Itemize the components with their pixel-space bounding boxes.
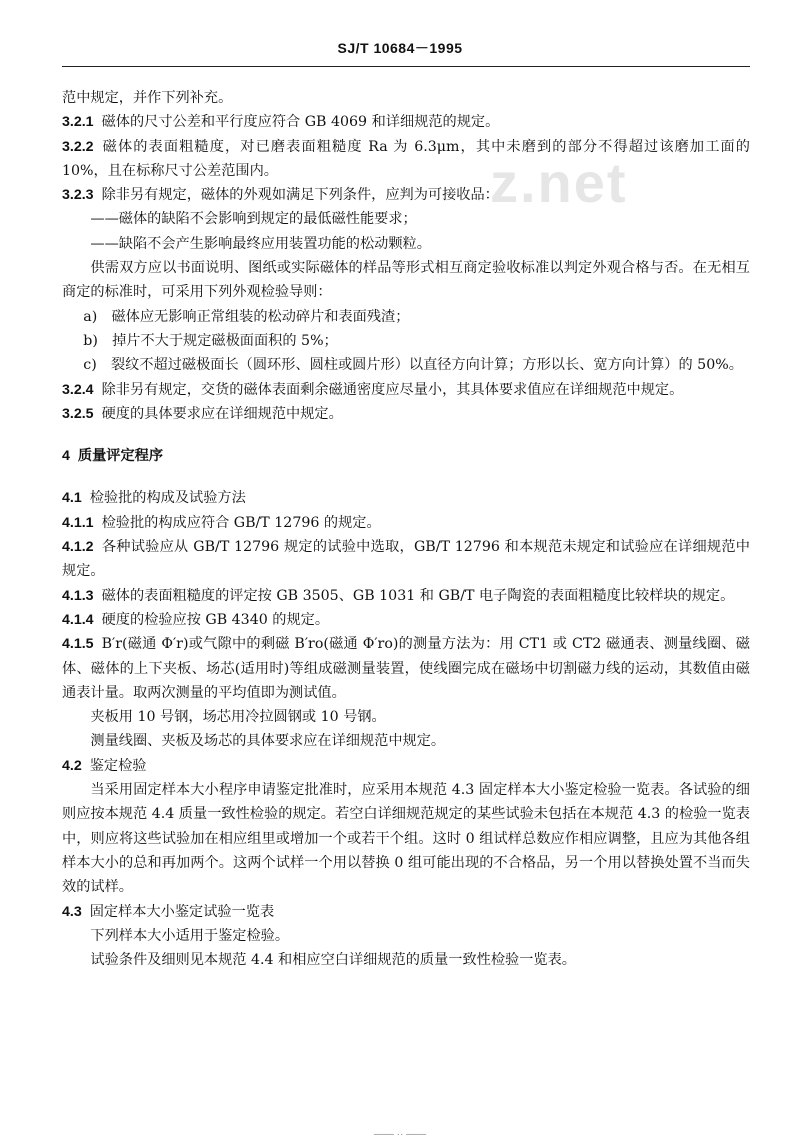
paragraph-text: c) 裂纹不超过磁极面长（圆环形、圆柱或圆片形）以直径方向计算；方形以长、宽方向计算）的 50%。 — [83, 357, 743, 374]
clause-number: 3.2.1 — [62, 114, 94, 131]
paragraph — [62, 183, 750, 207]
paragraph — [62, 232, 750, 256]
clause-number: 4.2 — [62, 757, 82, 774]
paragraph — [62, 86, 750, 110]
clause-number: 4 — [62, 448, 70, 465]
paragraph — [62, 948, 750, 972]
paragraph-text: 磁体的表面粗糙度，对已磨表面粗糙度 Ra 为 6.3μm，其中未磨到的部分不得超过该磨加工面的 10%，且在标称尺寸公差范围内。 — [62, 138, 750, 179]
document-body — [62, 86, 750, 972]
paragraph-text: ——缺陷不会产生影响最终应用装置功能的松动颗粒。 — [90, 235, 431, 252]
clause-number: 4.1 — [62, 490, 82, 507]
paragraph-text: B′r(磁通 Φ′r)或气隙中的剩磁 B′ro(磁通 Φ′ro)的测量方法为：用 CT1 或 CT2 磁通表、测量线圈、磁体、磁体的上下夹板、场芯(适用时)等组成磁测量装置，使线圈完成在磁场中切割磁力线的运动，其数值由磁通表计量。取两次测量的平均值即为测试值。 — [62, 636, 750, 701]
paragraph-text: b) 掉片不大于规定磁极面面积的 5%； — [83, 332, 338, 349]
paragraph — [62, 511, 750, 535]
header-rule — [62, 66, 750, 67]
paragraph — [62, 329, 750, 353]
paragraph-text: 磁体的表面粗糙度的评定按 GB 3505、GB 1031 和 GB/T 电子陶瓷的表面粗糙度比较样块的规定。 — [101, 587, 735, 604]
clause-number: 4.1.2 — [62, 539, 94, 556]
clause-number: 4.1.5 — [62, 636, 94, 653]
paragraph-text: 固定样本大小鉴定试验一览表 — [89, 903, 275, 920]
paragraph — [62, 353, 750, 377]
paragraph-text: 下列样本大小适用于鉴定检验。 — [90, 927, 290, 944]
paragraph — [62, 900, 750, 924]
paragraph — [62, 535, 750, 584]
paragraph-text: 除非另有规定，磁体的外观如满足下列条件，应判为可接收品： — [101, 187, 499, 204]
paragraph — [62, 402, 750, 426]
clause-number: 4.1.1 — [62, 514, 94, 531]
paragraph-text: 检验批的构成及试验方法 — [89, 490, 246, 507]
paragraph-text: 鉴定检验 — [89, 757, 147, 774]
clause-number: 4.1.4 — [62, 611, 94, 628]
clause-number: 3.2.2 — [62, 138, 94, 155]
paragraph-text: 除非另有规定，交货的磁体表面剩余磁通密度应尽量小，其具体要求值应在详细规范中规定。 — [101, 381, 684, 398]
paragraph — [62, 754, 750, 778]
paragraph-text: 夹板用 10 号钢，场芯用冷拉圆钢或 10 号钢。 — [90, 709, 386, 726]
clause-number: 3.2.3 — [62, 187, 94, 204]
paragraph-text: 当采用固定样本大小程序申请鉴定批准时，应采用本规范 4.3 固定样本大小鉴定检验一览表。各试验的细则应按本规范 4.4 质量一致性检验的规定。若空白详细规范规定的某些试验未包括在本规范 4.3 的检验一览表中，则应将这些试验加在相应组里或增加一个或若干个组。这时 0 组试样总数应作相应调整，且应为其他各组样本大小的总和再加两个。这两个试样一个用以替换 0 组可能出现的不合格品，另一个用以替换处置不当而失效的试样。 — [62, 782, 750, 896]
paragraph-text: 试验条件及细则见本规范 4.4 和相应空白详细规范的质量一致性检验一览表。 — [90, 952, 576, 969]
paragraph — [62, 378, 750, 402]
page-footer: —— ·· —— — [373, 1129, 427, 1140]
paragraph-text: 供需双方应以书面说明、图纸或实际磁体的样品等形式相互商定验收标准以判定外观合格与否。在无相互商定的标准时，可采用下列外观检验导则： — [62, 260, 750, 301]
watermark: z.net — [490, 151, 628, 214]
paragraph — [62, 256, 750, 305]
paragraph-text: a) 磁体应无影响正常组装的松动碎片和表面残渣； — [83, 308, 410, 325]
page-header: SJ/T 10684－1995 — [337, 40, 463, 56]
paragraph — [62, 486, 750, 510]
paragraph-text: 范中规定，并作下列补充。 — [62, 90, 233, 106]
paragraph — [62, 135, 750, 184]
clause-number: 4.1.3 — [62, 587, 94, 604]
spacer — [62, 426, 750, 444]
paragraph — [62, 778, 750, 899]
paragraph-text: 各种试验应从 GB/T 12796 规定的试验中选取，GB/T 12796 和本规范未规定和试验应在详细规范中规定。 — [62, 539, 750, 580]
paragraph-text: 检验批的构成应符合 GB/T 12796 的规定。 — [101, 514, 381, 531]
paragraph-text: ——磁体的缺陷不会影响到规定的最低磁性能要求； — [90, 211, 417, 228]
clause-number: 4.3 — [62, 903, 82, 920]
section-heading — [62, 444, 750, 468]
clause-number: 3.2.4 — [62, 381, 94, 398]
paragraph — [62, 207, 750, 231]
paragraph — [62, 705, 750, 729]
paragraph-text: 测量线圈、夹板及场芯的具体要求应在详细规范中规定。 — [90, 733, 446, 750]
paragraph — [62, 608, 750, 632]
paragraph — [62, 110, 750, 134]
paragraph — [62, 632, 750, 705]
paragraph — [62, 729, 750, 753]
paragraph-text: 磁体的尺寸公差和平行度应符合 GB 4069 和详细规范的规定。 — [101, 114, 500, 131]
paragraph — [62, 305, 750, 329]
paragraph-text: 硬度的具体要求应在详细规范中规定。 — [101, 405, 343, 422]
paragraph — [62, 584, 750, 608]
paragraph-text: 硬度的检验应按 GB 4340 的规定。 — [101, 611, 330, 628]
paragraph-text: 质量评定程序 — [77, 448, 164, 465]
paragraph — [62, 924, 750, 948]
clause-number: 3.2.5 — [62, 405, 94, 422]
spacer — [62, 468, 750, 486]
